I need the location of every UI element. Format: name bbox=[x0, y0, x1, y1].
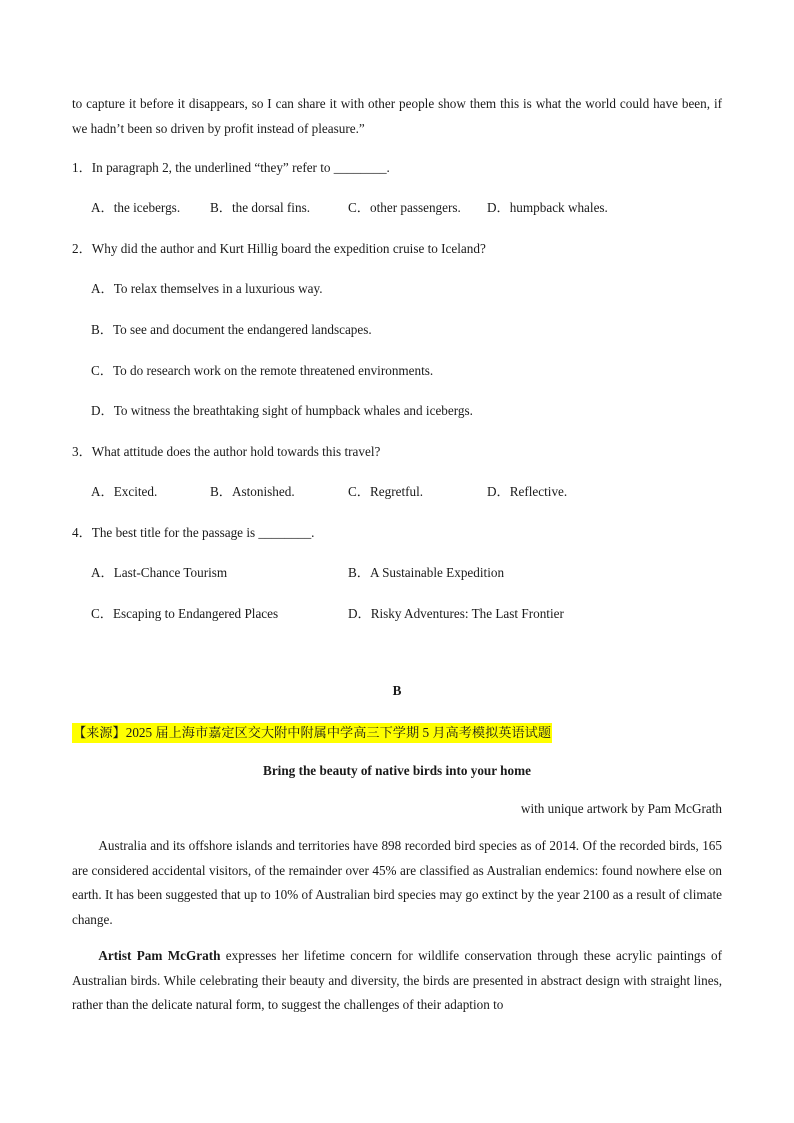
intro-paragraph: to capture it before it disappears, so I can share it with other people show them this is what the world could have been, if we hadn’t been so driven by profit instead of pleasure.” bbox=[72, 96, 722, 136]
question-4-option-d: D．Risky Adventures: The Last Frontier bbox=[348, 606, 564, 621]
question-2-option-c: C．To do research work on the remote threatened environments. bbox=[91, 363, 434, 378]
question-4-option-b: B．A Sustainable Expedition bbox=[348, 565, 505, 580]
question-4-stem: 4．The best title for the passage is ________. bbox=[72, 525, 315, 540]
passage-byline: with unique artwork by Pam McGrath bbox=[520, 801, 722, 816]
paragraph-2-text: expresses her lifetime concern for wildlife conservation through these acrylic paintings of Australian birds. While celebrating their beauty and diversity, the birds are presented in abstract design with straight lines, rather than the delicate natural form, to suggest the challenges of their adaption to bbox=[72, 948, 722, 1012]
question-1-option-c: C．other passengers. bbox=[348, 200, 461, 215]
question-3-option-a: A．Excited. bbox=[91, 484, 158, 499]
question-1-stem: 1．In paragraph 2, the underlined “they” refer to ________. bbox=[72, 160, 390, 175]
question-4-option-c: C．Escaping to Endangered Places bbox=[91, 606, 279, 621]
question-3-option-c: C．Regretful. bbox=[348, 484, 424, 499]
question-1-option-b: B．the dorsal fins. bbox=[210, 200, 310, 215]
question-3-option-d: D．Reflective. bbox=[487, 484, 568, 499]
passage-title: Bring the beauty of native birds into your home bbox=[263, 763, 531, 778]
question-2-option-b: B．To see and document the endangered landscapes. bbox=[91, 322, 372, 337]
source-note-highlighted: 【来源】2025 届上海市嘉定区交大附中附属中学高三下学期 5 月高考模拟英语试题 bbox=[72, 723, 552, 743]
question-3-stem: 3．What attitude does the author hold towards this travel? bbox=[72, 444, 381, 459]
passage-paragraph-2 bbox=[72, 944, 722, 1018]
question-1-option-a: A．the icebergs. bbox=[91, 200, 181, 215]
passage-paragraph-1: Australia and its offshore islands and territories have 898 recorded bird species as of 2014. Of the recorded birds, 165 are considered accidental visitors, of the remainder over 45% are classified as Australian endemics: found nowhere else on earth. It has been suggested that up to 10% of Australian bird species may go extinct by the year 2100 as a result of climate change. bbox=[72, 838, 722, 927]
question-3-option-b: B．Astonished. bbox=[210, 484, 295, 499]
section-heading: B bbox=[392, 683, 402, 698]
question-2-stem: 2．Why did the author and Kurt Hillig board the expedition cruise to Iceland? bbox=[72, 241, 486, 256]
question-2-option-d: D．To witness the breathtaking sight of humpback whales and icebergs. bbox=[91, 403, 473, 418]
artist-name: Artist Pam McGrath bbox=[98, 948, 221, 963]
question-2-option-a: A．To relax themselves in a luxurious way. bbox=[91, 281, 323, 296]
question-1-option-d: D．humpback whales. bbox=[487, 200, 608, 215]
question-4-option-a: A．Last-Chance Tourism bbox=[91, 565, 228, 580]
